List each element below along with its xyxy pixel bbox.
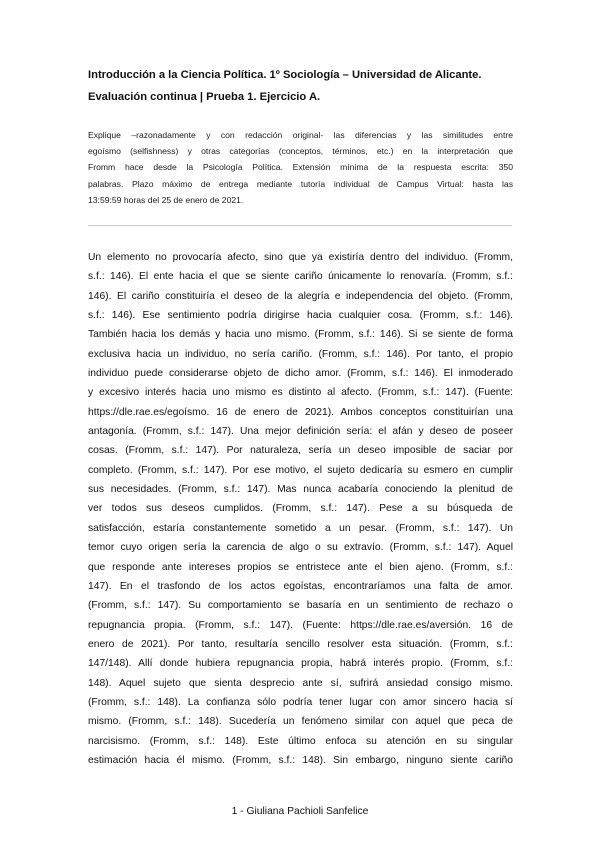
page-footer: 1 - Giuliana Pachioli Sanfelice: [231, 806, 369, 817]
section-divider: [88, 225, 512, 226]
instructions-line: Fromm hace desde la Psicología Política. Extensión mínima de la respuesta escrita: 350: [88, 162, 513, 173]
body-line: (Fromm, s.f.: 148). La confianza sólo podría tener lugar con amor sincero hacia sí: [88, 696, 513, 708]
body-line: s.f.: 146). Ese sentimiento podría dirigirse hacia cualquier cosa. (Fromm, s.f.: 146).: [88, 310, 513, 322]
body-line: individuo puede considerarse objeto de dicho amor. (Fromm, s.f.: 146). El inmoderado: [88, 368, 513, 380]
body-line: repugnancia propia. (Fromm, s.f.: 147). (Fuente: https://dle.rae.es/aversión. 16 de: [88, 619, 513, 631]
body-line: satisfacción, estaría constantemente sometido a un pesar. (Fromm, s.f.: 147). Un: [88, 522, 513, 534]
header-title-line: Introducción a la Ciencia Política. 1º Sociología – Universidad de Alicante.: [88, 69, 482, 81]
body-line: y excesivo interés hacia uno mismo es distinto al afecto. (Fromm, s.f.: 147). (Fuente:: [88, 387, 513, 399]
instructions-line: egoísmo (selfishness) y otras categorías (conceptos, términos, etc.) en la interpretación que: [88, 146, 513, 157]
body-line: antagonía. (Fromm, s.f.: 147). Una mejor definición sería: el afán y deseo de poseer: [88, 426, 513, 438]
body-line: 148). Aquel sujeto que sienta desprecio ante sí, sufrirá ansiedad consigo mismo.: [88, 677, 513, 689]
body-line: temor cuyo origen sería la carencia de algo o su extravío. (Fromm, s.f.: 147). Aquel: [88, 542, 513, 554]
body-line: completo. (Fromm, s.f.: 147). Por ese motivo, el sujeto dedicaría su esmero en cumplir: [88, 464, 513, 476]
instructions-line: palabras. Plazo máximo de entrega mediante tutoría individual de Campus Virtual: hasta las: [88, 178, 513, 189]
body-line: exclusiva hacia un individuo, no sería cariño. (Fromm, s.f.: 146). Por tanto, el propio: [88, 348, 513, 360]
body-line: que responde ante intereses propios se entristece ante el bien ajeno. (Fromm, s.f.:: [88, 561, 513, 573]
body-line: ver todos sus deseos cumplidos. (Fromm, s.f.: 147). Pese a su búsqueda de: [88, 503, 513, 515]
instructions-line: Explique –razonadamente y con redacción original- las diferencias y las similitudes entre: [88, 130, 513, 140]
body-line: También hacia los demás y hacia uno mismo. (Fromm, s.f.: 146). Si se siente de forma: [88, 329, 513, 341]
body-line: estimación hacia él mismo. (Fromm, s.f.: 148). Sin embargo, ninguno siente cariño: [88, 754, 513, 766]
essay-body: [88, 248, 513, 770]
body-line: narcisismo. (Fromm, s.f.: 148). Este último enfoca su atención en su singular: [88, 735, 513, 747]
body-line: sus necesidades. (Fromm, s.f.: 147). Mas nunca acabaría conociendo la plenitud de: [88, 484, 513, 496]
instructions-line: 13:59:59 horas del 25 de enero de 2021.: [88, 194, 244, 205]
body-line: mismo. (Fromm, s.f.: 148). Sucedería un fenómeno similar con aquel que peca de: [88, 716, 513, 728]
document-header: [88, 64, 518, 108]
body-line: enero de 2021). Por tanto, resultaría sencillo resolver esta situación. (Fromm, s.f.:: [88, 638, 513, 650]
body-line: 147/148). Allí donde hubiera repugnancia propia, habrá interés propio. (Fromm, s.f.:: [88, 658, 513, 670]
body-line: https://dle.rae.es/egoísmo. 16 de enero de 2021). Ambos conceptos constituirían una: [88, 406, 513, 418]
body-line: 146). El cariño constituiría el deseo de la alegría e independencia del objeto. (Fromm,: [88, 290, 513, 302]
body-line: Un elemento no provocaría afecto, sino que ya existiría dentro del individuo. (Fromm,: [88, 252, 513, 263]
header-subtitle-line: Evaluación continua | Prueba 1. Ejercicio A.: [88, 91, 321, 103]
body-line: cosas. (Fromm, s.f.: 147). Por naturaleza, sería un deseo imposible de saciar por: [88, 445, 513, 457]
body-line: s.f.: 146). El ente hacia el que se siente cariño únicamente lo renovaría. (Fromm, s.f.:: [88, 271, 513, 283]
body-line: 147). En el trasfondo de los actos egoístas, encontraríamos una falta de amor.: [88, 580, 513, 592]
body-line: (Fromm, s.f.: 147). Su comportamiento se basaría en un sentimiento de rechazo o: [88, 600, 513, 612]
exercise-instructions: [88, 127, 513, 208]
